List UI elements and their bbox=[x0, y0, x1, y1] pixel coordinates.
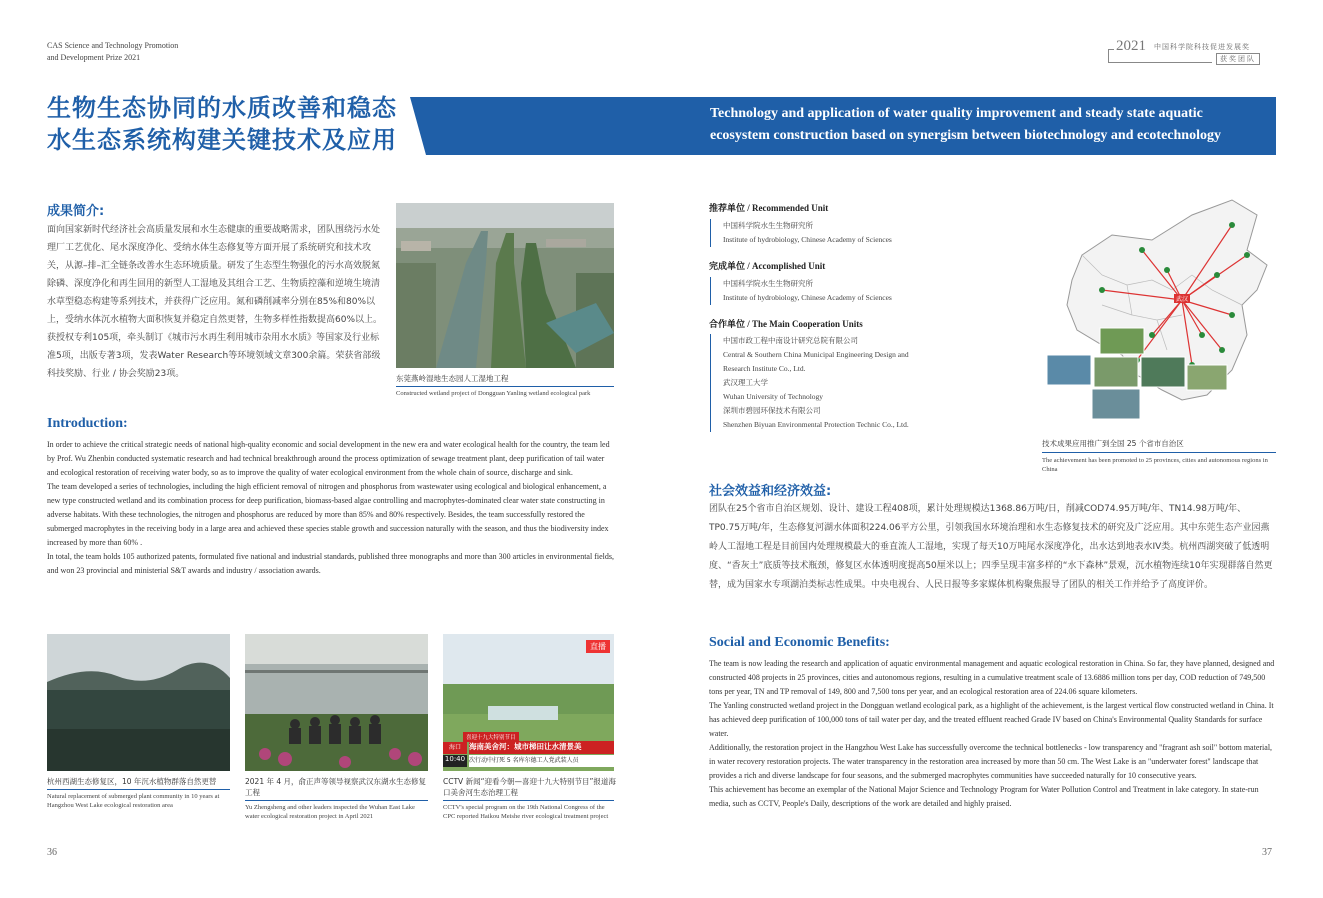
list-item: 深圳市碧园环保技术有限公司 bbox=[723, 406, 821, 415]
map-caption-cn: 技术成果应用推广到全国 25 个省市自治区 bbox=[1042, 439, 1184, 448]
introduction-heading: Introduction: bbox=[47, 416, 128, 431]
page-number-right: 37 bbox=[1262, 847, 1272, 858]
caption-rule bbox=[396, 386, 614, 387]
list-item: 中国市政工程中南设计研究总院有限公司 bbox=[723, 336, 858, 345]
summary-paragraph: 面向国家新时代经济社会高质量发展和水生态健康的重要战略需求，团队围绕污水处理厂工艺优化、尾水深度净化、受纳水体生态修复等方面开展了系统研究和技术攻关，从源–排–汇全链条改善水生态环境质量。研发了生态型生物强化的污水高效脱氮除磷、深度净化和再生回用的新型人工湿地及其组合工艺、生物质控藻和逆境生境清水草型稳态构建等系列技术，并获得广泛应用。氮和磷削减率分别在85%和80%以上，受纳水体沉水植物大面积恢复并稳定自然更替，生物多样性指数提高60%以上。获授权专利105项，牵头制订《城市污水再生利用城市杂用水水质》等国家及行业标准5项，出版专著3项，发表Water Research等环境领域文章300余篇。荣获省部级科技奖励、行业 / 协会奖励23项。 bbox=[47, 225, 383, 379]
page-title-cn bbox=[47, 92, 397, 156]
tv-time: 10:40 bbox=[443, 755, 467, 767]
list-item: 中国科学院水生生物研究所 bbox=[723, 221, 813, 230]
social-body-en bbox=[709, 657, 1276, 811]
social-heading-cn: 社会效益和经济效益: bbox=[709, 484, 832, 499]
header-year: 2021 bbox=[1116, 38, 1146, 54]
tv-banner-top: 喜迎十九大特别节目 bbox=[463, 732, 519, 742]
separator: / bbox=[747, 261, 750, 271]
separator: / bbox=[747, 203, 750, 213]
wetland-aerial-photo bbox=[396, 203, 614, 368]
introduction-body bbox=[47, 438, 614, 578]
social-p1: The team is now leading the research and application of aquatic environmental management and aquatic ecological restoration in China. So far, they have planned, designed and constructed 408 projects in 25 provinces, cities and autonomous regions, resulting in a cumulative treatment scale of 13.6886 million tons per day, COD reduction of 749,500 tons per year, TN and TP removal of 149, 800 and 7,500 tons per year, and an ecological restoration area of 224.06 square kilometers. bbox=[709, 659, 1275, 696]
bottom-caption-en-2: Yu Zhengsheng and other leaders inspected the Wuhan East Lake water ecological restoration project in April 2021 bbox=[245, 804, 415, 820]
cctv-news-screenshot bbox=[443, 634, 614, 771]
map-caption-en: The achievement has been promoted to 25 provinces, cities and autonomous regions in China bbox=[1042, 457, 1268, 473]
header-rule bbox=[1108, 49, 1109, 63]
title-en-line2: ecosystem construction based on synergism between biotechnology and ecotechnology bbox=[710, 128, 1221, 143]
cooperation-cn: 合作单位 bbox=[709, 320, 746, 330]
list-item: 中国科学院水生生物研究所 bbox=[723, 279, 813, 288]
cooperation-list bbox=[710, 334, 909, 432]
list-item: Institute of hydrobiology, Chinese Academy of Sciences bbox=[723, 235, 892, 244]
social-p4: This achievement has become an exemplar of the National Major Science and Technology Program for Water Pollution Control and Treatment in lake category. In state-run media, such as CCTV, People's Daily, descriptions of the work are detailed and highly praised. bbox=[709, 785, 1259, 808]
list-item: Central & Southern China Municipal Engineering Design and bbox=[723, 350, 909, 359]
list-item: Institute of hydrobiology, Chinese Academy of Sciences bbox=[723, 293, 892, 302]
social-paragraph-cn: 团队在25个省市自治区规划、设计、建设工程408项，累计处理规模达1368.86万吨/日，削减COD74.95万吨/年、TN14.98万吨/年、TP0.75万吨/年，生态修复河湖水体面积224.06平方公里，引领我国水环境治理和水生态修复技术的研究及广泛应用。其中东莞生态产业园燕岭人工湿地工程是目前国内处理规模最大的垂直流人工湿地，实现了每天10万吨尾水深度净化，出水达到地表水IV类。杭州西湖突破了低透明度、“香灰土”底质等技术瓶颈，修复区水体透明度提高50厘米以上；四季呈现丰富多样的“水下森林”景观，沉水植物连续10年实现群落自然更替，成为国家水专项湖泊类标志性成果。中央电视台、人民日报等多家媒体机构聚焦报导了团队的相关工作并给予了高度评价。 bbox=[709, 504, 1273, 590]
introduction-p2: The team developed a series of technologies, including the high efficient removal of nitrogen and phosphorus from wastewater using ecological and biological enhancement, a new type constructed wetland and its combination process for deep purification, biomass-based algae controlling and macrophytes-dominated clear water state constructing in adverse habitats. With these technologies, the nitrogen and phosphorus are reduced by more than 85% and 80% respectively. Besides, the team successfully restored the submerged macrophytes in the receiving body in a large area and achieved these species stable growth and succession naturally with the season, and thus the biodiversity index increased by more than 60% . bbox=[47, 482, 609, 547]
introduction-p1: In order to achieve the critical strategic needs of national high-quality economic and social development in the new era and water ecological health for the country, the team led by Prof. Wu Zhenbin conducted systematic research and had technical breakthrough around the process optimization of sewage treatment plant, deep purification of tail water and ecological restoration of receiving water body, so as to improve the quality of water ecological environment from the whole chain of source, discharge and sink. bbox=[47, 440, 610, 477]
caption-rule bbox=[1042, 452, 1276, 453]
tv-ticker: 次行动中打死 5 名库尔德工人党武装人员 bbox=[469, 755, 614, 767]
list-item: 武汉理工大学 bbox=[723, 378, 768, 387]
recommended-unit-heading bbox=[709, 201, 828, 214]
title-en-line1: Technology and application of water quality improvement and steady state aquatic bbox=[710, 106, 1203, 121]
recommended-en: Recommended Unit bbox=[752, 203, 829, 213]
introduction-p3: In total, the team holds 105 authorized patents, formulated five national and industrial standards, published three monographs and more than 300 articles in environmental fields, and won 23 provincial and ministerial S&T awards and industry / association awards. bbox=[47, 552, 614, 575]
list-item: Research Institute Co., Ltd. bbox=[723, 364, 806, 373]
header-team-label: 获奖团队 bbox=[1216, 53, 1260, 65]
accomplished-cn: 完成单位 bbox=[709, 262, 746, 272]
page-number-left: 36 bbox=[47, 847, 57, 858]
header-left-line1: CAS Science and Technology Promotion bbox=[47, 41, 179, 50]
separator: / bbox=[747, 319, 750, 329]
accomplished-en: Accomplished Unit bbox=[752, 261, 826, 271]
accomplished-unit-heading bbox=[709, 259, 825, 272]
recommended-list bbox=[710, 219, 892, 247]
header-prize-cn: 中国科学院科技促进发展奖 bbox=[1154, 43, 1250, 51]
map-center-label: 武汉 bbox=[1176, 296, 1189, 303]
recommended-cn: 推荐单位 bbox=[709, 204, 746, 214]
header-left-line2: and Development Prize 2021 bbox=[47, 53, 141, 62]
caption-rule bbox=[245, 800, 428, 801]
title-cn-line2: 水生态系统构建关键技术及应用 bbox=[47, 126, 397, 154]
bottom-caption-cn-1: 杭州西湖生态修复区，10 年沉水植物群落自然更替 bbox=[47, 777, 217, 786]
caption-rule bbox=[443, 800, 614, 801]
tv-location: 海口 bbox=[443, 742, 467, 754]
caption-rule bbox=[47, 789, 230, 790]
header-right bbox=[1108, 38, 1276, 64]
social-p3: Additionally, the restoration project in the Hangzhou West Lake has successfully overcome the technical bottlenecks - low transparency and "fragrant ash soil" bottom material, in water recovery restoration projects. The water transparency in the restoration area increased by more than 50 cm. The West Lake is an "underwater forest" landscape that provides a rich and diverse landscape for four seasons, and the submerged macrophytes communities have succeeded naturally for 10 consecutive years. bbox=[709, 743, 1273, 780]
china-map bbox=[1042, 195, 1276, 430]
title-cn-line1: 生物生态协同的水质改善和稳态 bbox=[47, 94, 397, 122]
wetland-caption-en: Constructed wetland project of Dongguan Yanling wetland ecological park bbox=[396, 390, 591, 397]
accomplished-list bbox=[710, 277, 892, 305]
header-rule bbox=[1108, 62, 1212, 63]
summary-heading: 成果简介: bbox=[47, 204, 105, 219]
cooperation-unit-heading bbox=[709, 317, 863, 330]
east-lake-inspection-photo bbox=[245, 634, 428, 771]
tv-headline: 海南美舍河：城市梯田让水清景美 bbox=[469, 741, 614, 754]
bottom-caption-cn-2: 2021 年 4 月，俞正声等领导视察武汉东湖水生态修复工程 bbox=[245, 777, 427, 797]
west-lake-photo bbox=[47, 634, 230, 771]
list-item: Wuhan University of Technology bbox=[723, 392, 824, 401]
cooperation-en: The Main Cooperation Units bbox=[752, 319, 863, 329]
bottom-caption-en-3: CCTV's special program on the 19th National Congress of the CPC reported Haikou Meishe river ecological treatment project bbox=[443, 804, 609, 820]
wetland-caption-cn: 东莞燕岭湿地生态园人工湿地工程 bbox=[396, 374, 509, 383]
page-title-en bbox=[710, 103, 1270, 147]
list-item: Shenzhen Biyuan Environmental Protection Technic Co., Ltd. bbox=[723, 420, 909, 429]
social-p2: The Yanling constructed wetland project in the Dongguan wetland ecological park, as a highlight of the achievement, is the largest vertical flow constructed wetland in China. It has achieved deep purification of 100,000 tons of tail water per day, and the treated effluent reached Grade IV based on China's Environmental Quality Standards for surface water. bbox=[709, 701, 1274, 738]
bottom-caption-en-1: Natural replacement of submerged plant community in 10 years at Hangzhou West Lake ecological restoration area bbox=[47, 793, 220, 809]
social-heading-en: Social and Economic Benefits: bbox=[709, 635, 890, 650]
header-left bbox=[47, 40, 178, 64]
live-badge: 直播 bbox=[586, 640, 610, 653]
bottom-caption-cn-3: CCTV 新闻“迎看今朝—喜迎十九大特别节目”报道海口美舍河生态治理工程 bbox=[443, 777, 616, 797]
